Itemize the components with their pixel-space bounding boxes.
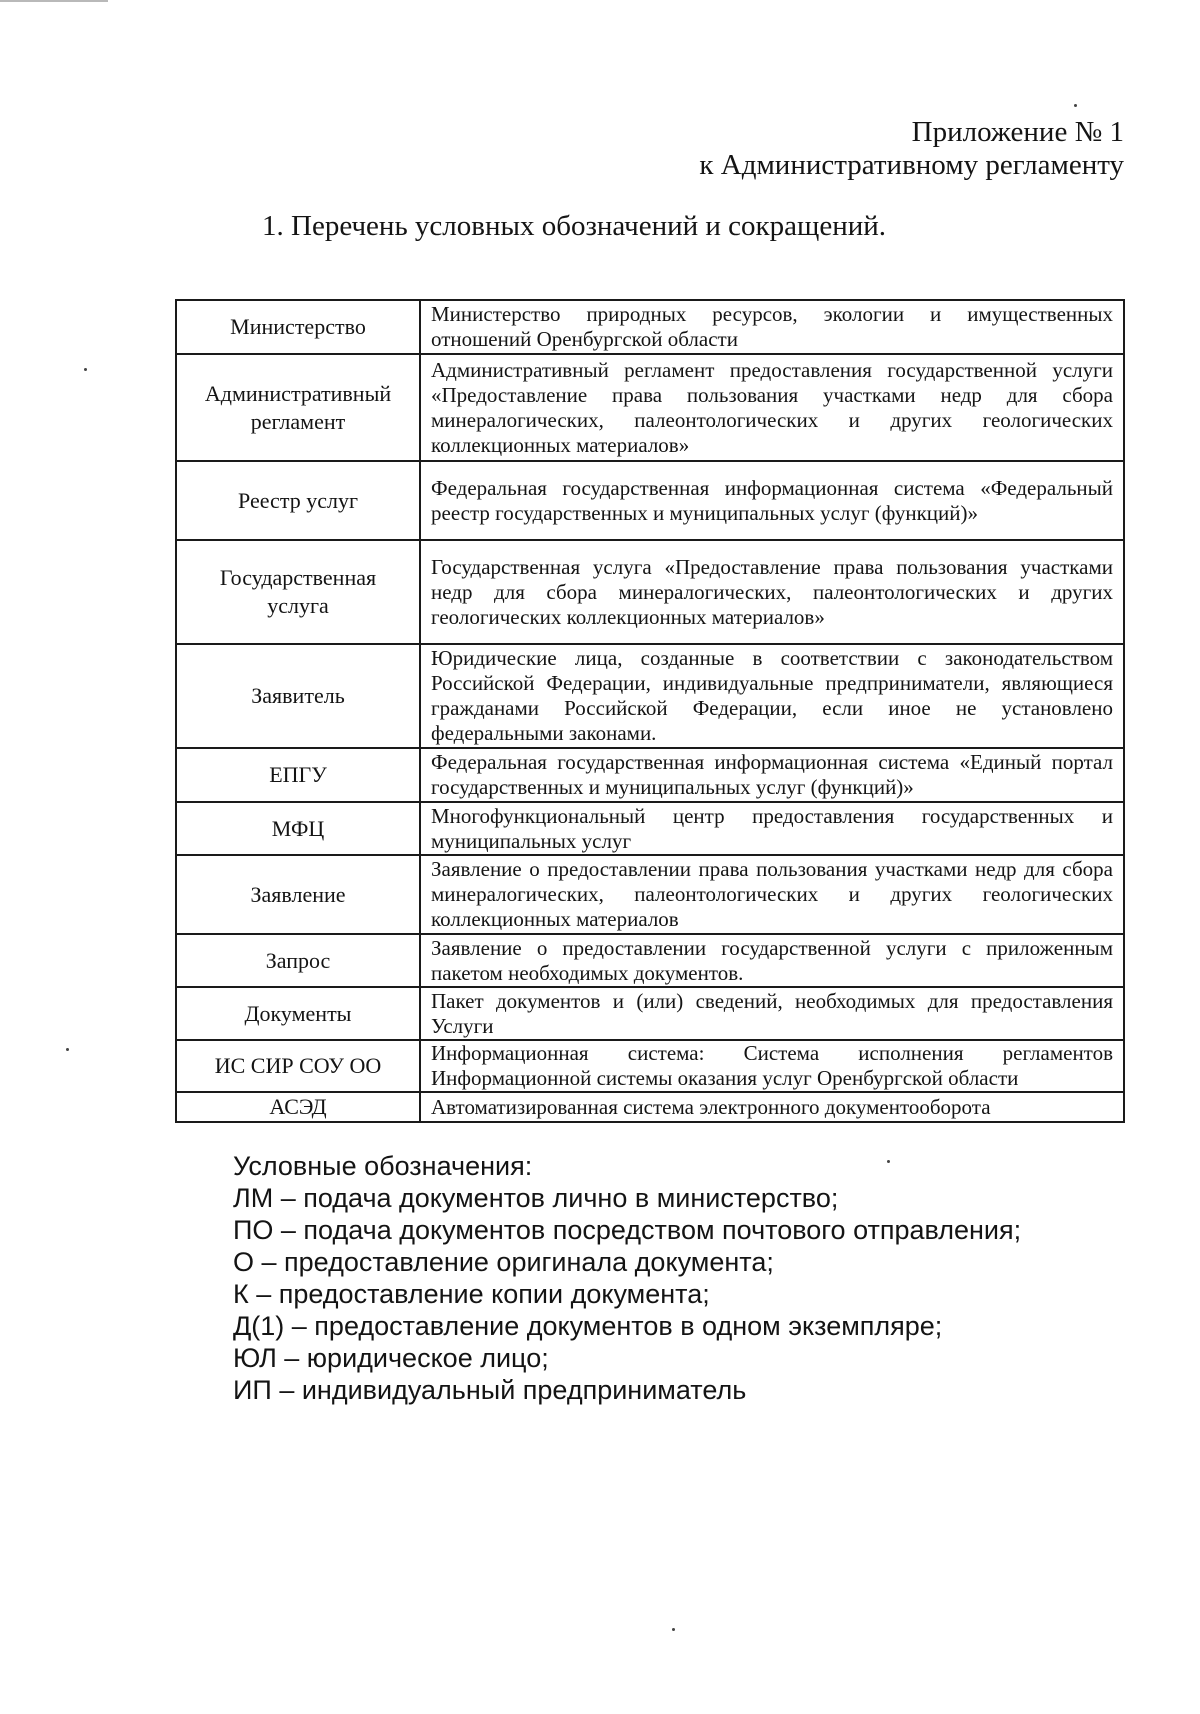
- table-row: [176, 1092, 1124, 1122]
- abbreviation-term: Административный регламент: [176, 354, 420, 461]
- table-row: [176, 354, 1124, 461]
- abbreviation-definition: Государственная услуга «Предоставление права пользования участками недр для сбора минералогических, палеонтологических и других геологических коллекционных материалов»: [420, 540, 1124, 644]
- abbreviation-term: Заявитель: [176, 644, 420, 748]
- legend-title: Условные обозначения:: [233, 1151, 533, 1181]
- abbreviation-definition: Федеральная государственная информационная система «Федеральный реестр государственных и муниципальных услуг (функций)»: [420, 461, 1124, 540]
- table-row: [176, 934, 1124, 987]
- section-title: 1. Перечень условных обозначений и сокращений.: [262, 210, 887, 242]
- abbreviation-term: Заявление: [176, 855, 420, 934]
- scan-speck: [672, 1628, 675, 1631]
- appendix-number: Приложение № 1: [911, 116, 1124, 148]
- abbreviation-term: Министерство: [176, 300, 420, 354]
- abbreviation-definition: Заявление о предоставлении права пользования участками недр для сбора минералогических, палеонтологических и других геологических коллекционных материалов: [420, 855, 1124, 934]
- abbreviation-definition: Министерство природных ресурсов, экологии и имущественных отношений Оренбургской области: [420, 300, 1124, 354]
- abbreviation-definition: Многофункциональный центр предоставления государственных и муниципальных услуг: [420, 802, 1124, 855]
- appendix-reference: к Административному регламенту: [699, 149, 1124, 181]
- legend-item: Д(1) – предоставление документов в одном экземпляре;: [233, 1311, 943, 1341]
- abbreviation-definition: Пакет документов и (или) сведений, необходимых для предоставления Услуги: [420, 987, 1124, 1040]
- legend-item: ЮЛ – юридическое лицо;: [233, 1343, 549, 1373]
- legend-item: К – предоставление копии документа;: [233, 1279, 710, 1309]
- table-row: [176, 540, 1124, 644]
- abbreviation-definition: Юридические лица, созданные в соответствии с законодательством Российской Федерации, индивидуальные предприниматели, являющиеся гражданами Российской Федерации, если иное не установлено федеральными законами.: [420, 644, 1124, 748]
- table-row: [176, 802, 1124, 855]
- abbreviation-definition: Автоматизированная система электронного документооборота: [420, 1092, 1124, 1122]
- abbreviation-definition: Информационная система: Система исполнения регламентов Информационной системы оказания услуг Оренбургской области: [420, 1040, 1124, 1092]
- scan-speck: [66, 1048, 69, 1051]
- legend-item: ИП – индивидуальный предприниматель: [233, 1375, 747, 1405]
- abbreviation-term: ИС СИР СОУ ОО: [176, 1040, 420, 1092]
- abbreviation-term: АСЭД: [176, 1092, 420, 1122]
- table-row: [176, 644, 1124, 748]
- abbreviation-definition: Заявление о предоставлении государственной услуги с приложенным пакетом необходимых документов.: [420, 934, 1124, 987]
- table-row: [176, 461, 1124, 540]
- scan-speck: [84, 368, 87, 371]
- abbreviation-term: ЕПГУ: [176, 748, 420, 802]
- abbreviation-definition: Административный регламент предоставления государственной услуги «Предоставление права пользования участками недр для сбора минералогических, палеонтологических и других геологических коллекционных материалов»: [420, 354, 1124, 461]
- legend-item: ЛМ – подача документов лично в министерство;: [233, 1183, 839, 1213]
- abbreviation-term: Запрос: [176, 934, 420, 987]
- table-row: [176, 987, 1124, 1040]
- abbreviation-definition: Федеральная государственная информационная система «Единый портал государственных и муниципальных услуг (функций)»: [420, 748, 1124, 802]
- abbreviation-term: Государственная услуга: [176, 540, 420, 644]
- abbreviation-term: Реестр услуг: [176, 461, 420, 540]
- legend-item: О – предоставление оригинала документа;: [233, 1247, 774, 1277]
- table-row: [176, 1040, 1124, 1092]
- table-row: [176, 748, 1124, 802]
- scan-speck: [1074, 104, 1077, 107]
- table-row: [176, 300, 1124, 354]
- abbreviations-table: [175, 299, 1125, 1123]
- abbreviation-term: Документы: [176, 987, 420, 1040]
- abbreviation-term: МФЦ: [176, 802, 420, 855]
- scan-corner-mark: [0, 0, 108, 2]
- table-row: [176, 855, 1124, 934]
- legend: [233, 1150, 1021, 1406]
- appendix-header: [699, 116, 1124, 182]
- legend-item: ПО – подача документов посредством почтового отправления;: [233, 1215, 1022, 1245]
